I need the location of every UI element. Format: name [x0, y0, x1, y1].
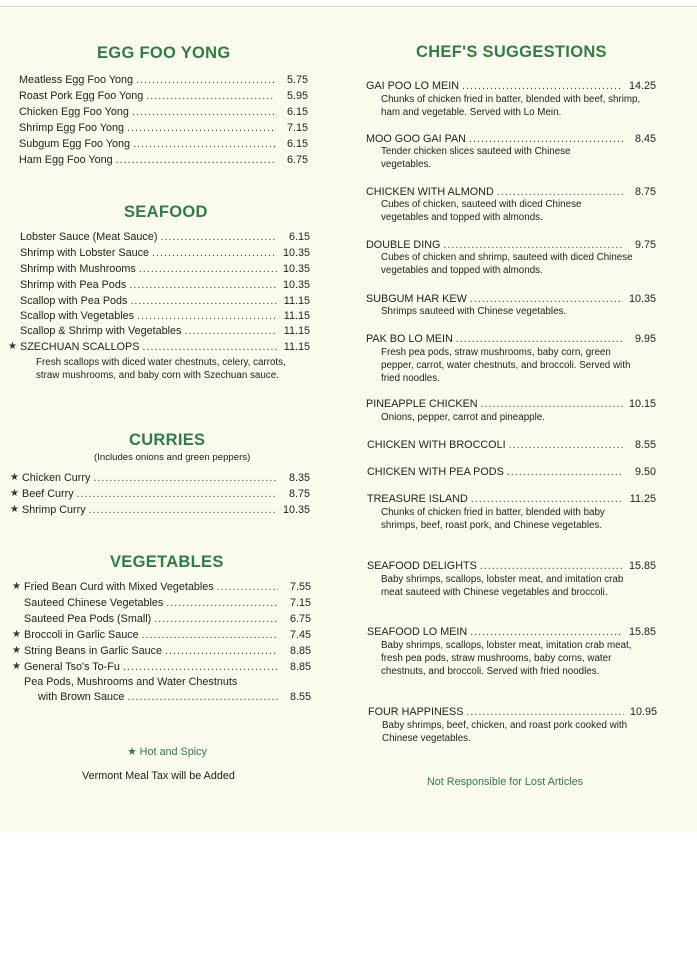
item-name: with Brown Sauce [38, 691, 125, 703]
item-price: 8.85 [289, 645, 311, 657]
menu-item [20, 231, 310, 243]
menu-item [367, 439, 656, 451]
menu-item [12, 581, 311, 593]
spicy-star-icon: ★ [12, 661, 21, 672]
item-name: Scallop & Shrimp with Vegetables [20, 325, 182, 337]
item-price: 5.75 [286, 74, 308, 86]
egg-foo-yong-heading: EGG FOO YONG [97, 44, 231, 62]
spicy-star-icon: ★ [12, 629, 21, 640]
menu-item [10, 504, 310, 516]
item-price: 7.45 [289, 629, 311, 641]
item-description: Baby shrimps, scallops, lobster meat, imitation crab meat, fresh pea pods, straw mushrooms, baby corns, water chestnuts, and broccoli. Served with fried noodles. [381, 640, 632, 677]
item-price: 10.35 [282, 247, 310, 259]
menu-item [19, 122, 308, 134]
spicy-star-icon: ★ [8, 341, 17, 352]
item-description: Baby shrimps, beef, chicken, and roast pork cooked with Chinese vegetables. [382, 720, 628, 744]
item-name: CHICKEN WITH BROCCOLI [367, 439, 506, 451]
chefs-suggestions-heading: CHEF'S SUGGESTIONS [416, 43, 607, 61]
item-name: DOUBLE DING [366, 239, 441, 251]
item-name: Scallop with Pea Pods [20, 295, 128, 307]
item-price: 8.35 [288, 472, 310, 484]
vegetables-heading: VEGETABLES [110, 553, 224, 571]
menu-item [19, 106, 308, 118]
menu-item [19, 138, 308, 150]
curries-subtitle: (Includes onions and green peppers) [94, 452, 251, 463]
menu-item [366, 239, 656, 251]
tax-note: Vermont Meal Tax will be Added [82, 770, 235, 782]
item-name: Shrimp with Mushrooms [20, 263, 136, 275]
item-price: 10.15 [628, 398, 656, 410]
item-name: Meatless Egg Foo Yong [19, 74, 134, 86]
spicy-star-icon: ★ [10, 472, 19, 483]
item-price: 10.35 [282, 279, 310, 291]
item-name: Ham Egg Foo Yong [19, 154, 113, 166]
item-price: 7.15 [289, 597, 311, 609]
item-price: 6.15 [286, 106, 308, 118]
menu-item [19, 90, 308, 102]
item-name: CHICKEN WITH PEA PODS [367, 466, 504, 478]
spicy-star-icon: ★ [10, 488, 19, 499]
menu-item [24, 613, 311, 625]
spicy-star-icon: ★ [12, 581, 21, 592]
item-price: 9.50 [634, 466, 656, 478]
item-description: Chunks of chicken fried in batter, blended with baby shrimps, beef, roast pork, and Chinese vegetables. [381, 507, 605, 531]
item-name: Sauteed Chinese Vegetables [24, 597, 164, 609]
menu-item [367, 626, 656, 638]
item-name: Subgum Egg Foo Yong [19, 138, 131, 150]
item-description: Shrimps sauteed with Chinese vegetables. [381, 306, 567, 317]
menu-page [0, 6, 697, 833]
item-price: 10.35 [282, 504, 310, 516]
item-name: General Tso's To-Fu [24, 661, 120, 673]
item-name: TREASURE ISLAND [367, 493, 468, 505]
item-name: Lobster Sauce (Meat Sauce) [20, 231, 158, 243]
item-name: Shrimp with Pea Pods [20, 279, 127, 291]
menu-item [20, 325, 310, 337]
item-name: FOUR HAPPINESS [368, 706, 464, 718]
item-price: 7.15 [286, 122, 308, 134]
menu-item [19, 74, 308, 86]
menu-item [367, 493, 656, 505]
menu-item [20, 310, 310, 322]
menu-item [366, 80, 656, 92]
menu-item [367, 466, 656, 478]
item-price: 11.15 [283, 295, 310, 307]
menu-item [366, 293, 656, 305]
item-price: 8.75 [634, 186, 656, 198]
item-price: 6.75 [286, 154, 308, 166]
item-price: 11.15 [283, 310, 310, 322]
menu-item [368, 706, 657, 718]
item-name: Shrimp Curry [22, 504, 86, 516]
item-price: 11.15 [283, 341, 310, 353]
item-description: Cubes of chicken and shrimp, sauteed with diced Chinese vegetables and topped with almonds. [381, 252, 633, 276]
item-price: 5.95 [286, 90, 308, 102]
menu-item [12, 629, 311, 641]
seafood-heading: SEAFOOD [124, 203, 208, 221]
item-price: 8.55 [634, 439, 656, 451]
item-price: 6.15 [288, 231, 310, 243]
menu-item [12, 645, 311, 657]
item-name: Chicken Egg Foo Yong [19, 106, 129, 118]
item-description: Onions, pepper, carrot and pineapple. [381, 412, 545, 423]
item-price: 9.95 [634, 333, 656, 345]
item-description: Fresh pea pods, straw mushrooms, baby corn, green pepper, carrot, water chestnuts, and broccoli. Served with fried noodles. [381, 347, 631, 384]
item-description: Chunks of chicken fried in batter, blended with beef, shrimp, ham and vegetable. Served with Lo Mein. [381, 94, 641, 118]
lost-articles-note: Not Responsible for Lost Articles [427, 776, 584, 788]
item-name: CHICKEN WITH ALMOND [366, 186, 494, 198]
item-price: 8.55 [289, 691, 311, 703]
item-price: 7.55 [289, 581, 311, 593]
item-name: Shrimp Egg Foo Yong [19, 122, 125, 134]
item-description: Tender chicken slices sauteed with Chinese vegetables. [381, 146, 571, 170]
menu-item [8, 341, 310, 353]
item-name: Chicken Curry [22, 472, 91, 484]
item-name: Fried Bean Curd with Mixed Vegetables [24, 581, 214, 593]
item-name: SZECHUAN SCALLOPS [20, 341, 140, 353]
menu-item [20, 279, 310, 291]
item-name: SEAFOOD DELIGHTS [367, 560, 477, 572]
item-price: 6.75 [289, 613, 311, 625]
item-name: PINEAPPLE CHICKEN [366, 398, 478, 410]
item-name: SUBGUM HAR KEW [366, 293, 467, 305]
menu-item [10, 488, 310, 500]
menu-item [12, 661, 311, 673]
menu-item [366, 333, 656, 345]
item-name: MOO GOO GAI PAN [366, 133, 466, 145]
menu-item [20, 263, 310, 275]
item-price: 11.25 [629, 493, 656, 505]
spicy-star-icon: ★ [12, 645, 21, 656]
item-description: Cubes of chicken, sauteed with diced Chinese vegetables and topped with almonds. [381, 199, 582, 223]
menu-item [20, 247, 310, 259]
curries-heading: CURRIES [129, 431, 206, 449]
item-name: String Beans in Garlic Sauce [24, 645, 163, 657]
menu-item [366, 186, 656, 198]
item-description: Fresh scallops with diced water chestnuts, celery, carrots, straw mushrooms, and baby corn with Szechuan sauce. [36, 357, 286, 381]
item-price: 8.45 [634, 133, 656, 145]
item-name: Beef Curry [22, 488, 74, 500]
menu-item [24, 597, 311, 609]
item-price: 8.75 [288, 488, 310, 500]
menu-item [38, 691, 311, 703]
item-name: Roast Pork Egg Foo Yong [19, 90, 144, 102]
item-price: 6.15 [286, 138, 308, 150]
item-name: PAK BO LO MEIN [366, 333, 453, 345]
item-price: 15.85 [628, 626, 656, 638]
menu-item [19, 154, 308, 166]
menu-item [366, 398, 656, 410]
menu-item [367, 560, 656, 572]
item-name: SEAFOOD LO MEIN [367, 626, 468, 638]
item-description: Baby shrimps, scallops, lobster meat, and imitation crab meat sauteed with Chinese vegetables and broccoli. [381, 574, 624, 598]
item-name: Shrimp with Lobster Sauce [20, 247, 150, 259]
item-price: 10.95 [629, 706, 657, 718]
menu-item [10, 472, 310, 484]
item-price: 11.15 [283, 325, 310, 337]
item-price: 14.25 [628, 80, 656, 92]
item-price: 10.35 [628, 293, 656, 305]
item-price: 9.75 [634, 239, 656, 251]
hot-spicy-legend: ★ Hot and Spicy [127, 746, 207, 758]
item-name: Sauteed Pea Pods (Small) [24, 613, 152, 625]
item-name: Broccoli in Garlic Sauce [24, 629, 139, 641]
item-price: 8.85 [289, 661, 311, 673]
item-name-line1: Pea Pods, Mushrooms and Water Chestnuts [24, 676, 238, 688]
item-price: 15.85 [628, 560, 656, 572]
spicy-star-icon: ★ [10, 504, 19, 515]
item-name: Scallop with Vegetables [20, 310, 135, 322]
menu-item [20, 295, 310, 307]
menu-item [366, 133, 656, 145]
item-price: 10.35 [282, 263, 310, 275]
item-name: GAI POO LO MEIN [366, 80, 459, 92]
